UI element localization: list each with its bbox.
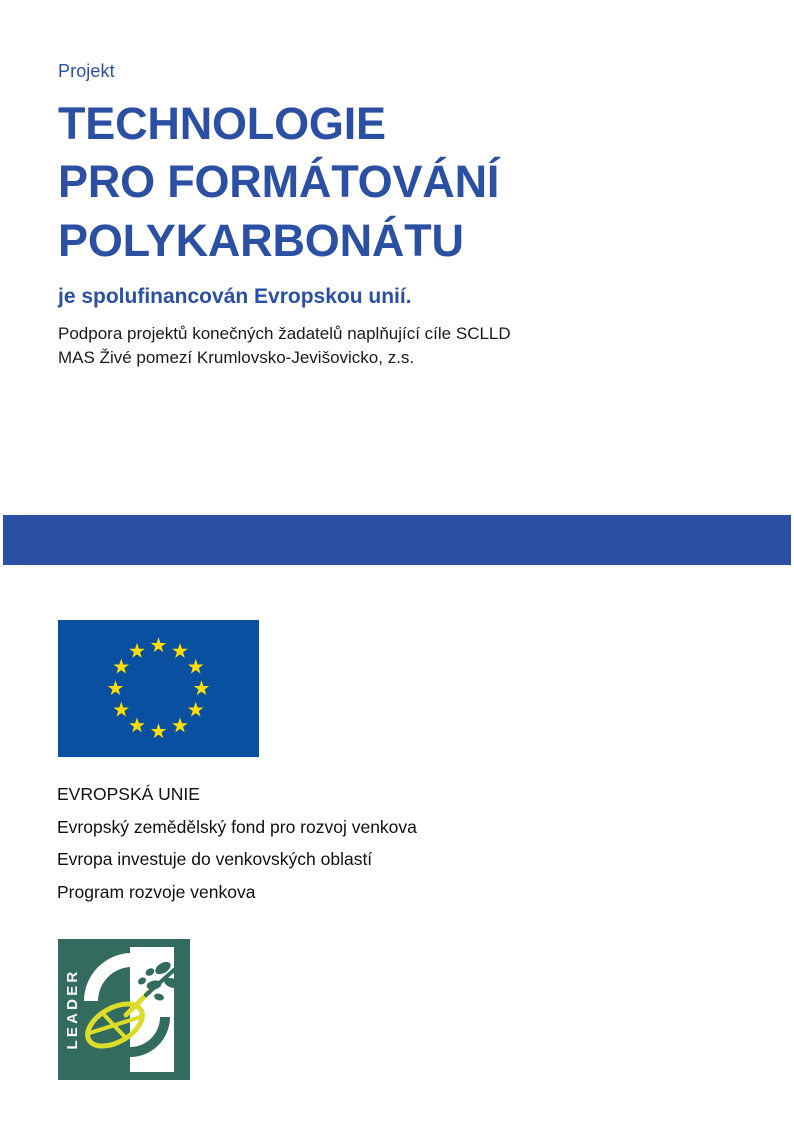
project-header (58, 60, 748, 371)
cofinancing-statement: je spolufinancován Evropskou unií. (58, 285, 412, 308)
support-description (58, 322, 748, 370)
title-line-2: PRO FORMÁTOVÁNÍ (58, 156, 500, 207)
support-line-2: MAS Živé pomezí Krumlovsko-Jevišovicko, z.s. (58, 348, 415, 368)
title-line-3: POLYKARBONÁTU (58, 214, 464, 266)
leader-wordmark: LEADER (64, 968, 81, 1050)
eu-funding-caption (57, 778, 677, 909)
eu-caption-line-4: Program rozvoje venkova (57, 882, 256, 903)
support-line-1: Podpora projektů konečných žadatelů naplňující cíle SCLLD (58, 324, 511, 344)
eu-caption-line-3: Evropa investuje do venkovských oblastí (57, 849, 373, 870)
leader-logo (58, 939, 190, 1080)
eu-caption-line-1: EVROPSKÁ UNIE (57, 784, 200, 804)
eu-stars-circle (58, 620, 259, 757)
project-kicker: Projekt (58, 61, 115, 81)
blue-divider-bar (3, 515, 791, 565)
eu-caption-line-2: Evropský zemědělský fond pro rozvoj venkova (57, 816, 417, 837)
page-title (58, 95, 748, 271)
title-line-1: TECHNOLOGIE (58, 97, 386, 149)
eu-flag-icon (58, 620, 259, 757)
